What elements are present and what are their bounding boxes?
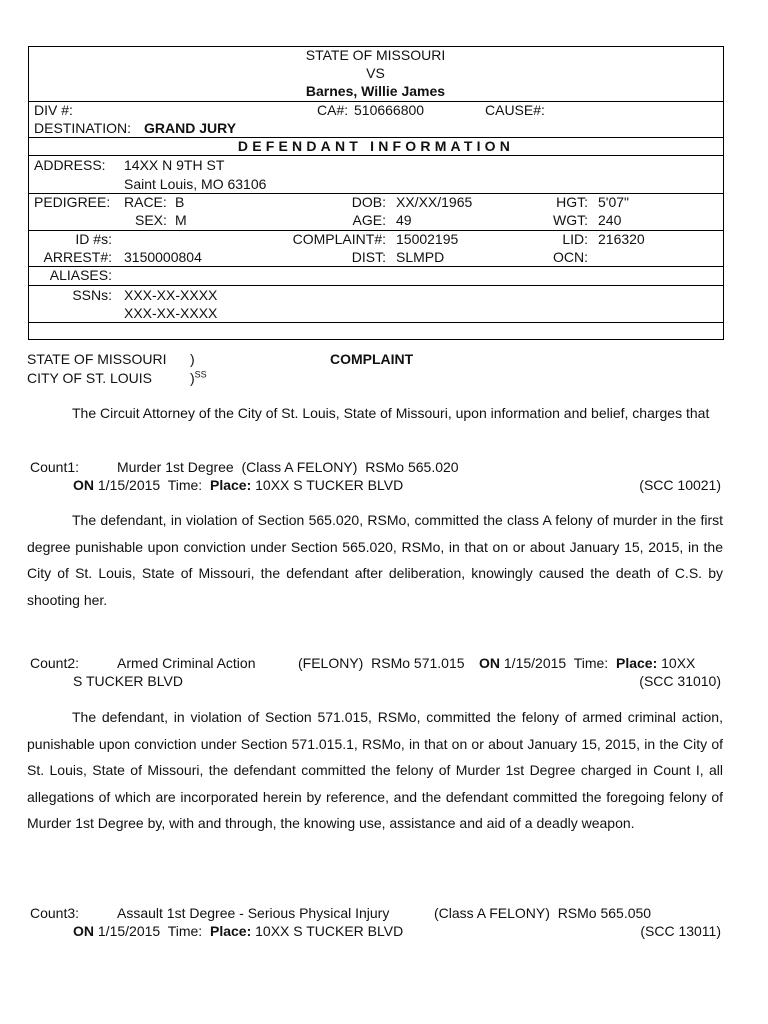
- count1-date: 1/15/2015: [97, 477, 161, 493]
- count3-place: 10XX S TUCKER BLVD: [255, 923, 404, 939]
- section-title: DEFENDANT INFORMATION: [237, 138, 515, 154]
- lid-label: LID:: [562, 231, 588, 247]
- count3-time-label: Time:: [167, 923, 203, 939]
- count2-time-label: Time:: [573, 655, 609, 671]
- sex-label: SEX:: [135, 212, 167, 228]
- hgt-value: 5'07": [598, 194, 630, 210]
- wgt-label: WGT:: [553, 212, 588, 228]
- ocn-label: OCN:: [553, 249, 588, 265]
- ssn-2: XXX-XX-XXXX: [124, 305, 218, 321]
- count1-time-label: Time:: [167, 477, 203, 493]
- case-state: STATE OF MISSOURI: [305, 47, 446, 63]
- dist-label: DIST:: [351, 249, 386, 265]
- count3-place-label: Place:: [209, 923, 252, 939]
- divider: [28, 155, 724, 156]
- count3-on-label: ON: [73, 923, 94, 939]
- address-label: ADDRESS:: [34, 157, 106, 173]
- venue-state: STATE OF MISSOURI: [27, 351, 167, 367]
- count3-label: Count3:: [30, 905, 80, 921]
- age-value: 49: [396, 212, 412, 228]
- count3-on-line: [73, 923, 403, 940]
- race-value: B: [175, 194, 185, 210]
- ca-value: 510666800: [354, 102, 425, 118]
- count1-text: The defendant, in violation of Section 565.020, RSMo, committed the class A felony of murder in the first degree punishable upon conviction under Section 565.020, RSMo, in that on or about January 15, 2015, in the City of St. Louis, State of Missouri, the defendant after deliberation, knowingly caused the death of C.S. by shooting her.: [27, 512, 723, 608]
- id-label: ID #s:: [75, 231, 112, 247]
- count1-place-label: Place:: [209, 477, 252, 493]
- count3-offense: Assault 1st Degree - Serious Physical Injury: [117, 905, 390, 921]
- address-line1: 14XX N 9TH ST: [124, 157, 225, 173]
- count3-date: 1/15/2015: [97, 923, 161, 939]
- count1-scc: (SCC 10021): [639, 477, 721, 493]
- count2-class: (FELONY) RSMo 571.015: [298, 655, 465, 671]
- address-line2: Saint Louis, MO 63106: [124, 176, 267, 192]
- count2-scc: (SCC 31010): [639, 673, 721, 689]
- ssns-label: SSNs:: [72, 287, 112, 303]
- complaint-value: 15002195: [396, 231, 459, 247]
- cause-label: CAUSE#:: [485, 102, 545, 118]
- count2-date: 1/15/2015: [503, 655, 567, 671]
- venue-city: CITY OF ST. LOUIS: [27, 370, 152, 386]
- count1-offense: Murder 1st Degree (Class A FELONY) RSMo 565.020: [117, 459, 459, 475]
- count2-text: The defendant, in violation of Section 571.015, RSMo, committed the felony of armed criminal action, punishable upon conviction under Section 571.015.1, RSMo, in that on or about January 15, 2015, in the City of St. Louis, State of Missouri, the defendant committed the felony of Murder 1st Degree charged in Count I, all allegations of which are incorporated herein by reference, and the defendant committed the foregoing felony of Murder 1st Degree by, with and through, the knowing use, assistance and aid of a deadly weapon.: [27, 709, 723, 831]
- count2-on-label: ON: [479, 655, 500, 671]
- destination-value: GRAND JURY: [144, 120, 237, 136]
- count1-on-label: ON: [73, 477, 94, 493]
- count2-place-part2: S TUCKER BLVD: [73, 673, 183, 689]
- case-vs: VS: [366, 65, 385, 81]
- intro-paragraph: The Circuit Attorney of the City of St. Louis, State of Missouri, upon information and belief, charges that: [72, 405, 710, 421]
- ca-label: CA#:: [317, 102, 349, 118]
- pedigree-label: PEDIGREE:: [34, 194, 111, 210]
- divider: [28, 322, 724, 323]
- count3-scc: (SCC 13011): [640, 923, 721, 939]
- dob-value: XX/XX/1965: [396, 194, 473, 210]
- lid-value: 216320: [598, 231, 645, 247]
- count2-place-part1: 10XX: [661, 655, 696, 671]
- aliases-label: ALIASES:: [49, 267, 112, 283]
- destination-label: DESTINATION:: [34, 120, 131, 136]
- complaint-label: COMPLAINT#:: [292, 231, 386, 247]
- venue-city-paren: [190, 370, 207, 387]
- count1-label: Count1:: [30, 459, 80, 475]
- dob-label: DOB:: [351, 194, 386, 210]
- complaint-title: COMPLAINT: [330, 351, 414, 367]
- div-label: DIV #:: [34, 102, 73, 118]
- venue-city-paren-char: ): [190, 370, 195, 386]
- venue-ss: SS: [194, 369, 207, 380]
- divider: [28, 285, 724, 286]
- age-label: AGE:: [352, 212, 386, 228]
- arrest-value: 3150000804: [124, 249, 202, 265]
- sex-value: M: [175, 212, 187, 228]
- count2-offense: Armed Criminal Action: [117, 655, 256, 671]
- defendant-name: Barnes, Willie James: [305, 83, 446, 99]
- count2-label: Count2:: [30, 655, 80, 671]
- divider: [28, 266, 724, 267]
- dist-value: SLMPD: [396, 249, 445, 265]
- count1-place: 10XX S TUCKER BLVD: [255, 477, 404, 493]
- count2-place-label: Place:: [615, 655, 658, 671]
- wgt-value: 240: [598, 212, 622, 228]
- count1-on-line: [73, 477, 403, 494]
- count2-on-line: [479, 655, 695, 672]
- hgt-label: HGT:: [556, 194, 588, 210]
- race-label: RACE:: [124, 194, 167, 210]
- arrest-label: ARREST#:: [43, 249, 112, 265]
- venue-state-paren: ): [190, 351, 195, 367]
- count3-class: (Class A FELONY) RSMo 565.050: [434, 905, 652, 921]
- ssn-1: XXX-XX-XXXX: [124, 287, 218, 303]
